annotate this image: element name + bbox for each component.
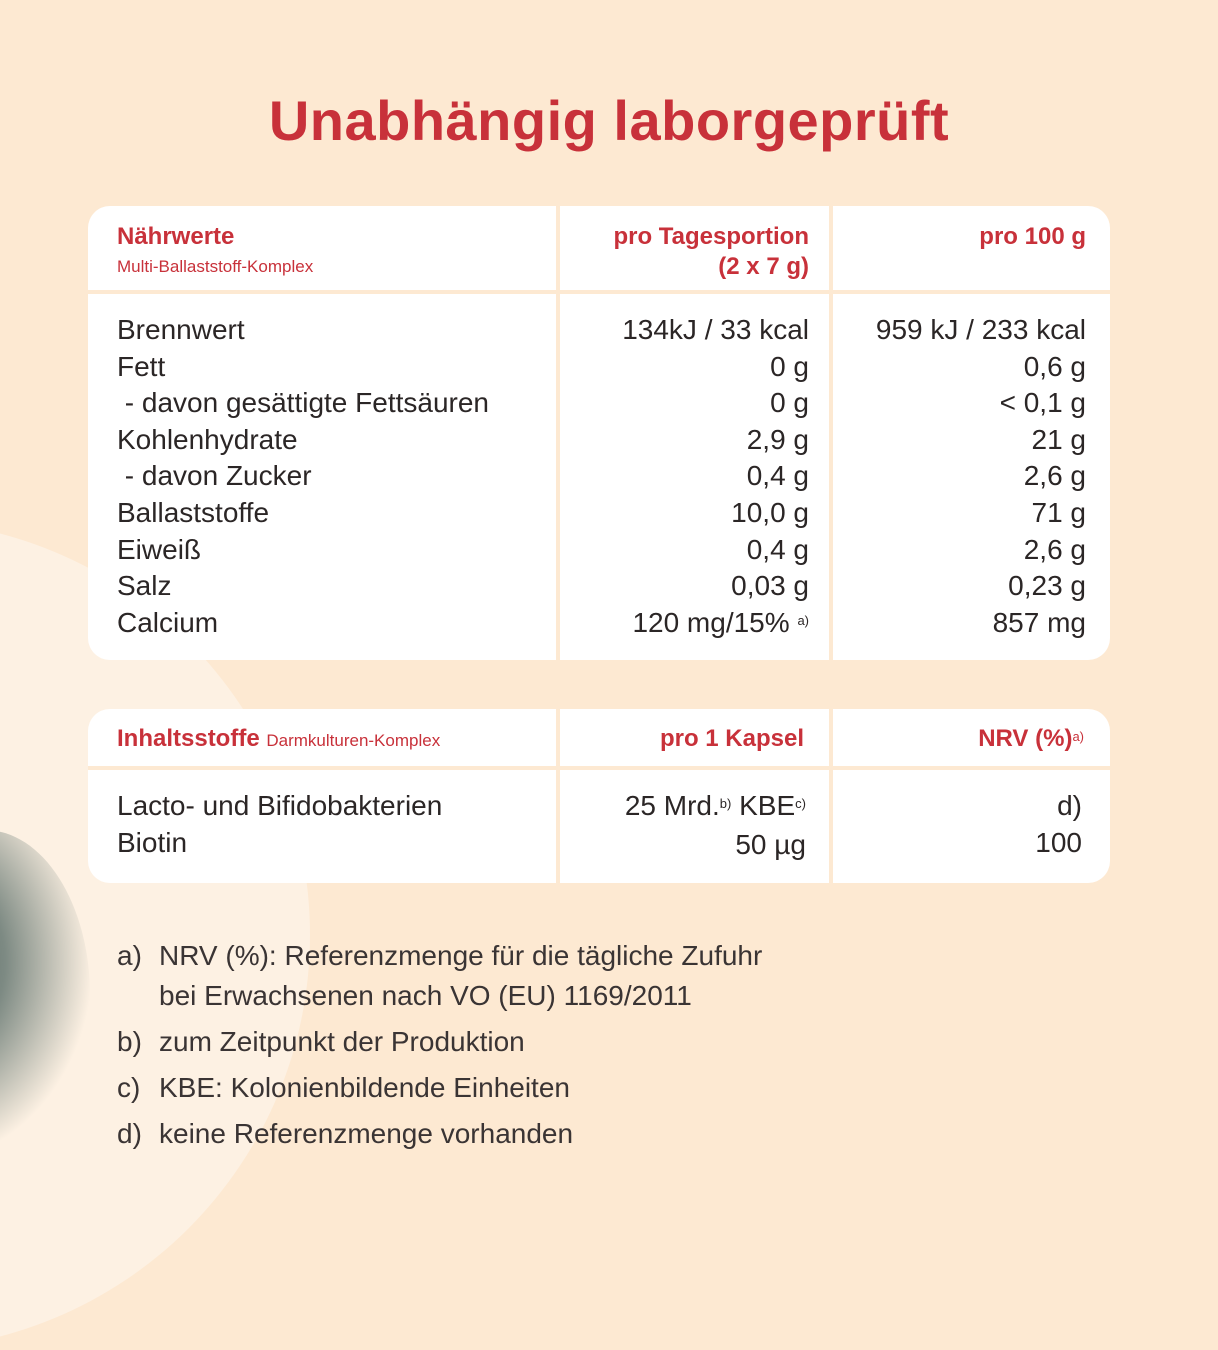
table-cell-portion [625,788,806,825]
table-cell-nrv: d) [1057,790,1082,821]
page-title: Unabhängig laborgeprüft [268,89,950,152]
portion-column [622,312,809,641]
footnote-a [117,936,762,1016]
footnote-key: c) [117,1072,141,1103]
table-cell-portion: 0 g [770,350,809,382]
column-divider [556,709,560,883]
header-subtitle: Darmkulturen-Komplex [266,731,441,750]
nutrition-table [88,206,1110,660]
footnote-text: NRV (%): Referenzmenge für die tägliche Zufuhr [159,940,763,971]
table-row-label: - davon Zucker [117,460,312,492]
footnote-d [117,1114,762,1154]
footnote-ref: b) [719,796,732,811]
table-cell-portion: 0,4 g [746,533,809,565]
table-row-label: Fett [117,350,166,382]
footnote-b [117,1022,762,1062]
portion-column [625,788,806,863]
table-cell-portion: 2,9 g [746,423,809,455]
column-divider [556,206,560,660]
footnote-text: bei Erwachsenen nach VO (EU) 1169/2011 [159,980,692,1011]
table-cell-per100: 21 g [1031,423,1086,455]
table-cell-per100: 0,6 g [1023,350,1086,382]
table-row-label: Ballaststoffe [117,496,270,528]
header-title: pro 1 Kapsel [659,725,804,752]
header-title: pro 100 g [979,223,1086,250]
nrv-column [1035,788,1082,861]
table-row-label: Lacto- und Bifidobakterien [117,790,443,821]
footnote-text: KBE: Kolonienbildende Einheiten [159,1072,570,1103]
value-mrd: 25 Mrd. [624,790,720,821]
table-cell-nrv: 100 [1035,826,1082,858]
table-cell-per100: 857 mg [992,606,1086,638]
table-cell-portion: 0,03 g [731,570,809,602]
header-pro-tagesportion [613,222,809,282]
table-cell-per100: 959 kJ / 233 kcal [875,314,1086,345]
footnote-text: zum Zeitpunkt der Produktion [159,1026,525,1057]
header-inhaltsstoffe [117,724,440,756]
footnote-key: b) [117,1026,142,1057]
footnote-ref: a) [797,612,809,628]
label-column [117,312,489,641]
table-cell-per100: 71 g [1031,496,1086,528]
table-row-label: - davon gesättigte Fettsäuren [117,387,489,419]
header-naehrwerte [117,222,313,282]
table-cell-per100: < 0,1 g [999,387,1086,419]
header-subtitle: Multi-Ballaststoff-Komplex [117,257,314,276]
ingredients-table [88,709,1110,883]
header-title: Inhaltsstoffe [117,725,260,752]
header-title: NRV (%) [978,725,1073,752]
table-cell-per100: 0,23 g [1008,570,1086,602]
column-divider [829,206,833,660]
column-divider [829,709,833,883]
table-cell-portion: 134kJ / 33 kcal [622,314,809,345]
table-cell-per100: 2,6 g [1023,460,1086,492]
header-title: Nährwerte [117,223,235,250]
table-cell-per100: 2,6 g [1023,533,1086,565]
value-kbe: KBE [731,790,796,821]
table-cell-portion-calcium [622,605,809,642]
header-pro-100g [979,222,1086,252]
table-cell-portion: 0 g [770,387,809,419]
header-nrv [978,724,1084,754]
calcium-value: 120 mg/15% [632,606,790,638]
table-cell-portion: 50 µg [735,828,806,860]
header-divider [88,766,1110,770]
table-row-label: Calcium [117,606,219,638]
table-row-label: Brennwert [117,314,245,345]
footnote-ref: a) [1072,729,1084,744]
table-row-label: Kohlenhydrate [117,423,298,455]
per100-column [876,312,1086,641]
header-pro-kapsel [660,724,804,754]
table-row-label: Biotin [117,826,188,858]
header-title: pro Tagesportion [613,223,809,250]
footnote-c [117,1068,762,1108]
header-subtitle: (2 x 7 g) [718,253,809,280]
footnotes [117,936,762,1160]
footnote-key: a) [117,940,142,971]
header-divider [88,290,1110,294]
table-row-label: Salz [117,570,172,602]
table-cell-portion: 0,4 g [746,460,809,492]
footnote-text: keine Referenzmenge vorhanden [159,1118,574,1149]
footnote-key: d) [117,1118,142,1149]
table-row-label: Eiweiß [117,533,202,565]
table-cell-portion: 10,0 g [731,496,809,528]
label-column [117,788,442,861]
footnote-ref: c) [795,796,806,811]
